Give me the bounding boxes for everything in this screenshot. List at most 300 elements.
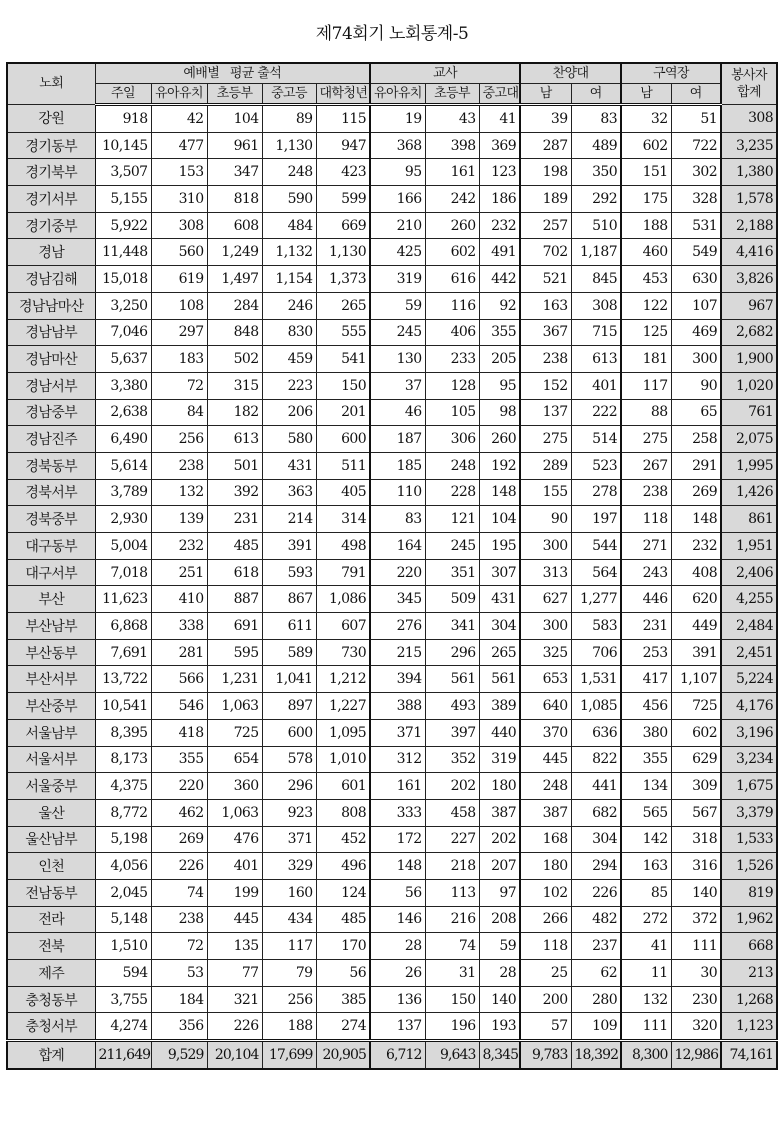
value-cell: 7,046 [95,319,151,346]
value-cell: 195 [479,533,520,560]
value-cell: 469 [671,319,721,346]
value-cell: 918 [95,105,151,133]
value-cell: 111 [621,1013,671,1041]
value-cell: 12,986 [671,1041,721,1070]
value-cell: 3,250 [95,292,151,319]
subheader: 여 [671,84,721,105]
header-subcolumns [7,84,777,105]
value-cell: 371 [262,826,316,853]
value-cell: 385 [316,986,370,1013]
value-cell: 4,375 [95,773,151,800]
volunteer-total-cell: 3,379 [721,799,777,826]
value-cell: 706 [571,639,621,666]
value-cell: 593 [262,559,316,586]
value-cell: 3,789 [95,479,151,506]
value-cell: 391 [671,639,721,666]
value-cell: 387 [479,799,520,826]
table-row [7,773,777,800]
value-cell: 567 [671,799,721,826]
table-row [7,853,777,880]
value-cell: 848 [207,319,262,346]
presbytery-name: 울산 [7,799,95,826]
value-cell: 237 [571,933,621,960]
value-cell: 845 [571,266,621,293]
value-cell: 398 [425,132,479,159]
value-cell: 602 [425,239,479,266]
value-cell: 523 [571,452,621,479]
table-row [7,319,777,346]
subheader: 남 [520,84,571,105]
value-cell: 961 [207,132,262,159]
value-cell: 363 [262,479,316,506]
value-cell: 148 [479,479,520,506]
value-cell: 188 [262,1013,316,1041]
value-cell: 150 [425,986,479,1013]
value-cell: 59 [370,292,425,319]
value-cell: 18,392 [571,1041,621,1070]
value-cell: 269 [151,826,207,853]
value-cell: 682 [571,799,621,826]
value-cell: 561 [479,666,520,693]
value-cell: 297 [151,319,207,346]
value-cell: 629 [671,746,721,773]
table-row [7,132,777,159]
value-cell: 113 [425,879,479,906]
value-cell: 318 [671,826,721,853]
value-cell: 265 [316,292,370,319]
table-row [7,239,777,266]
value-cell: 258 [671,426,721,453]
value-cell: 107 [671,292,721,319]
value-cell: 211,649 [95,1041,151,1070]
table-row [7,372,777,399]
volunteer-total-cell: 3,826 [721,266,777,293]
value-cell: 1,187 [571,239,621,266]
volunteer-total-cell: 861 [721,506,777,533]
value-cell: 947 [316,132,370,159]
presbytery-name: 경남서부 [7,372,95,399]
value-cell: 319 [370,266,425,293]
presbytery-name: 인천 [7,853,95,880]
presbytery-name: 경남마산 [7,346,95,373]
table-row [7,266,777,293]
value-cell: 1,010 [316,746,370,773]
value-cell: 391 [262,533,316,560]
value-cell: 56 [370,879,425,906]
value-cell: 132 [151,479,207,506]
table-row [7,212,777,239]
value-cell: 445 [207,906,262,933]
volunteer-total-cell: 1,900 [721,346,777,373]
volunteer-total-cell: 1,426 [721,479,777,506]
value-cell: 172 [370,826,425,853]
value-cell: 356 [151,1013,207,1041]
value-cell: 496 [316,853,370,880]
header-group-teachers: 교사 [370,63,520,84]
value-cell: 62 [571,960,621,987]
value-cell: 6,490 [95,426,151,453]
table-row [7,906,777,933]
value-cell: 589 [262,639,316,666]
value-cell: 325 [520,639,571,666]
value-cell: 132 [621,986,671,1013]
presbytery-name: 부산 [7,586,95,613]
value-cell: 1,531 [571,666,621,693]
value-cell: 215 [370,639,425,666]
value-cell: 302 [671,159,721,186]
value-cell: 266 [520,906,571,933]
table-row [7,639,777,666]
value-cell: 140 [671,879,721,906]
value-cell: 275 [520,426,571,453]
value-cell: 226 [207,1013,262,1041]
table-row [7,399,777,426]
value-cell: 818 [207,186,262,213]
value-cell: 725 [671,693,721,720]
value-cell: 491 [479,239,520,266]
value-cell: 619 [151,266,207,293]
subheader: 여 [571,84,621,105]
value-cell: 5,614 [95,452,151,479]
volunteer-total-cell: 213 [721,960,777,987]
value-cell: 296 [425,639,479,666]
value-cell: 476 [207,826,262,853]
value-cell: 355 [621,746,671,773]
presbytery-name: 대구서부 [7,559,95,586]
value-cell: 128 [425,372,479,399]
value-cell: 544 [571,533,621,560]
value-cell: 121 [425,506,479,533]
value-cell: 256 [151,426,207,453]
value-cell: 85 [621,879,671,906]
value-cell: 200 [520,986,571,1013]
value-cell: 186 [479,186,520,213]
value-cell: 1,130 [316,239,370,266]
value-cell: 193 [479,1013,520,1041]
value-cell: 594 [95,960,151,987]
value-cell: 1,497 [207,266,262,293]
value-cell: 618 [207,559,262,586]
value-cell: 199 [207,879,262,906]
value-cell: 116 [425,292,479,319]
value-cell: 477 [151,132,207,159]
value-cell: 5,198 [95,826,151,853]
value-cell: 9,783 [520,1041,571,1070]
value-cell: 601 [316,773,370,800]
value-cell: 3,755 [95,986,151,1013]
value-cell: 83 [571,105,621,133]
value-cell: 333 [370,799,425,826]
value-cell: 923 [262,799,316,826]
value-cell: 95 [370,159,425,186]
value-cell: 580 [262,426,316,453]
value-cell: 578 [262,746,316,773]
table-row [7,559,777,586]
value-cell: 202 [425,773,479,800]
header-group-attendance: 예배별 평균 출석 [95,63,370,84]
value-cell: 227 [425,826,479,853]
value-cell: 88 [621,399,671,426]
value-cell: 151 [621,159,671,186]
value-cell: 25 [520,960,571,987]
value-cell: 137 [370,1013,425,1041]
presbytery-name: 서울서부 [7,746,95,773]
value-cell: 722 [671,132,721,159]
value-cell: 502 [207,346,262,373]
value-cell: 5,004 [95,533,151,560]
value-cell: 125 [621,319,671,346]
value-cell: 206 [262,399,316,426]
value-cell: 452 [316,826,370,853]
statistics-table [6,62,778,1070]
value-cell: 6,712 [370,1041,425,1070]
value-cell: 246 [262,292,316,319]
value-cell: 599 [316,186,370,213]
value-cell: 608 [207,212,262,239]
value-cell: 702 [520,239,571,266]
value-cell: 595 [207,639,262,666]
value-cell: 265 [479,639,520,666]
volunteer-total-cell: 2,451 [721,639,777,666]
value-cell: 4,274 [95,1013,151,1041]
value-cell: 456 [621,693,671,720]
value-cell: 630 [671,266,721,293]
value-cell: 669 [316,212,370,239]
value-cell: 294 [571,853,621,880]
presbytery-name: 울산남부 [7,826,95,853]
value-cell: 1,227 [316,693,370,720]
value-cell: 611 [262,613,316,640]
value-cell: 28 [479,960,520,987]
value-cell: 600 [262,719,316,746]
value-cell: 41 [479,105,520,133]
value-cell: 56 [316,960,370,987]
value-cell: 521 [520,266,571,293]
value-cell: 561 [425,666,479,693]
value-cell: 300 [671,346,721,373]
value-cell: 306 [425,426,479,453]
value-cell: 31 [425,960,479,987]
table-row [7,933,777,960]
value-cell: 134 [621,773,671,800]
value-cell: 372 [671,906,721,933]
value-cell: 602 [621,132,671,159]
value-cell: 511 [316,452,370,479]
value-cell: 2,045 [95,879,151,906]
value-cell: 110 [370,479,425,506]
presbytery-name: 경북중부 [7,506,95,533]
subheader: 초등부 [425,84,479,105]
value-cell: 83 [370,506,425,533]
value-cell: 95 [479,372,520,399]
presbytery-name: 충청동부 [7,986,95,1013]
value-cell: 233 [425,346,479,373]
value-cell: 1,277 [571,586,621,613]
value-cell: 84 [151,399,207,426]
value-cell: 5,637 [95,346,151,373]
presbytery-name: 경기중부 [7,212,95,239]
volunteer-total-cell: 1,578 [721,186,777,213]
value-cell: 4,056 [95,853,151,880]
value-cell: 5,155 [95,186,151,213]
value-cell: 164 [370,533,425,560]
value-cell: 307 [479,559,520,586]
value-cell: 170 [316,933,370,960]
value-cell: 238 [621,479,671,506]
value-cell: 20,104 [207,1041,262,1070]
value-cell: 360 [207,773,262,800]
value-cell: 1,063 [207,693,262,720]
value-cell: 8,395 [95,719,151,746]
value-cell: 369 [479,132,520,159]
value-cell: 446 [621,586,671,613]
value-cell: 482 [571,906,621,933]
value-cell: 3,380 [95,372,151,399]
value-cell: 74 [425,933,479,960]
value-cell: 8,772 [95,799,151,826]
value-cell: 222 [571,399,621,426]
value-cell: 370 [520,719,571,746]
table-row [7,986,777,1013]
value-cell: 242 [425,186,479,213]
value-cell: 565 [621,799,671,826]
value-cell: 57 [520,1013,571,1041]
value-cell: 425 [370,239,425,266]
value-cell: 42 [151,105,207,133]
value-cell: 405 [316,479,370,506]
value-cell: 351 [425,559,479,586]
value-cell: 498 [316,533,370,560]
subheader: 남 [621,84,671,105]
value-cell: 6,868 [95,613,151,640]
presbytery-name: 경북동부 [7,452,95,479]
value-cell: 238 [151,452,207,479]
table-body [7,105,777,1041]
value-cell: 380 [621,719,671,746]
value-cell: 140 [479,986,520,1013]
volunteer-total-cell: 819 [721,879,777,906]
value-cell: 102 [520,879,571,906]
table-row [7,960,777,987]
value-cell: 117 [262,933,316,960]
value-cell: 514 [571,426,621,453]
value-cell: 5,922 [95,212,151,239]
value-cell: 549 [671,239,721,266]
value-cell: 328 [671,186,721,213]
value-cell: 257 [520,212,571,239]
value-cell: 89 [262,105,316,133]
volunteer-total-cell: 74,161 [721,1041,777,1070]
value-cell: 197 [571,506,621,533]
value-cell: 26 [370,960,425,987]
value-cell: 808 [316,799,370,826]
presbytery-name: 부산서부 [7,666,95,693]
value-cell: 163 [520,292,571,319]
value-cell: 509 [425,586,479,613]
presbytery-name: 부산중부 [7,693,95,720]
header-presbytery: 노회 [7,63,95,105]
value-cell: 196 [425,1013,479,1041]
value-cell: 2,638 [95,399,151,426]
value-cell: 245 [425,533,479,560]
value-cell: 231 [207,506,262,533]
value-cell: 654 [207,746,262,773]
value-cell: 8,345 [479,1041,520,1070]
value-cell: 226 [571,879,621,906]
table-row [7,105,777,133]
value-cell: 148 [671,506,721,533]
presbytery-name: 서울남부 [7,719,95,746]
presbytery-name: 부산동부 [7,639,95,666]
value-cell: 13,722 [95,666,151,693]
value-cell: 201 [316,399,370,426]
total-row [7,1041,777,1070]
header-volunteer-total: 봉사자 합계 [721,63,777,105]
volunteer-total-cell: 1,962 [721,906,777,933]
value-cell: 232 [671,533,721,560]
value-cell: 150 [316,372,370,399]
value-cell: 92 [479,292,520,319]
value-cell: 11,448 [95,239,151,266]
table-row [7,186,777,213]
value-cell: 10,541 [95,693,151,720]
value-cell: 220 [370,559,425,586]
value-cell: 489 [571,132,621,159]
value-cell: 189 [520,186,571,213]
value-cell: 148 [370,853,425,880]
value-cell: 115 [316,105,370,133]
value-cell: 485 [316,906,370,933]
value-cell: 600 [316,426,370,453]
volunteer-total-cell: 5,224 [721,666,777,693]
value-cell: 53 [151,960,207,987]
value-cell: 39 [520,105,571,133]
value-cell: 350 [571,159,621,186]
value-cell: 341 [425,613,479,640]
value-cell: 183 [151,346,207,373]
value-cell: 367 [520,319,571,346]
value-cell: 725 [207,719,262,746]
value-cell: 640 [520,693,571,720]
value-cell: 312 [370,746,425,773]
value-cell: 77 [207,960,262,987]
table-row [7,292,777,319]
value-cell: 46 [370,399,425,426]
value-cell: 541 [316,346,370,373]
value-cell: 830 [262,319,316,346]
volunteer-total-cell: 668 [721,933,777,960]
presbytery-name: 전북 [7,933,95,960]
table-row [7,506,777,533]
value-cell: 8,300 [621,1041,671,1070]
value-cell: 3,507 [95,159,151,186]
value-cell: 308 [571,292,621,319]
value-cell: 418 [151,719,207,746]
volunteer-total-cell: 308 [721,105,777,133]
value-cell: 329 [262,853,316,880]
value-cell: 166 [370,186,425,213]
table-row [7,613,777,640]
value-cell: 284 [207,292,262,319]
value-cell: 485 [207,533,262,560]
header-group-cell-leaders: 구역장 [621,63,721,84]
value-cell: 248 [520,773,571,800]
value-cell: 583 [571,613,621,640]
presbytery-name: 경기동부 [7,132,95,159]
value-cell: 153 [151,159,207,186]
value-cell: 1,041 [262,666,316,693]
value-cell: 260 [425,212,479,239]
